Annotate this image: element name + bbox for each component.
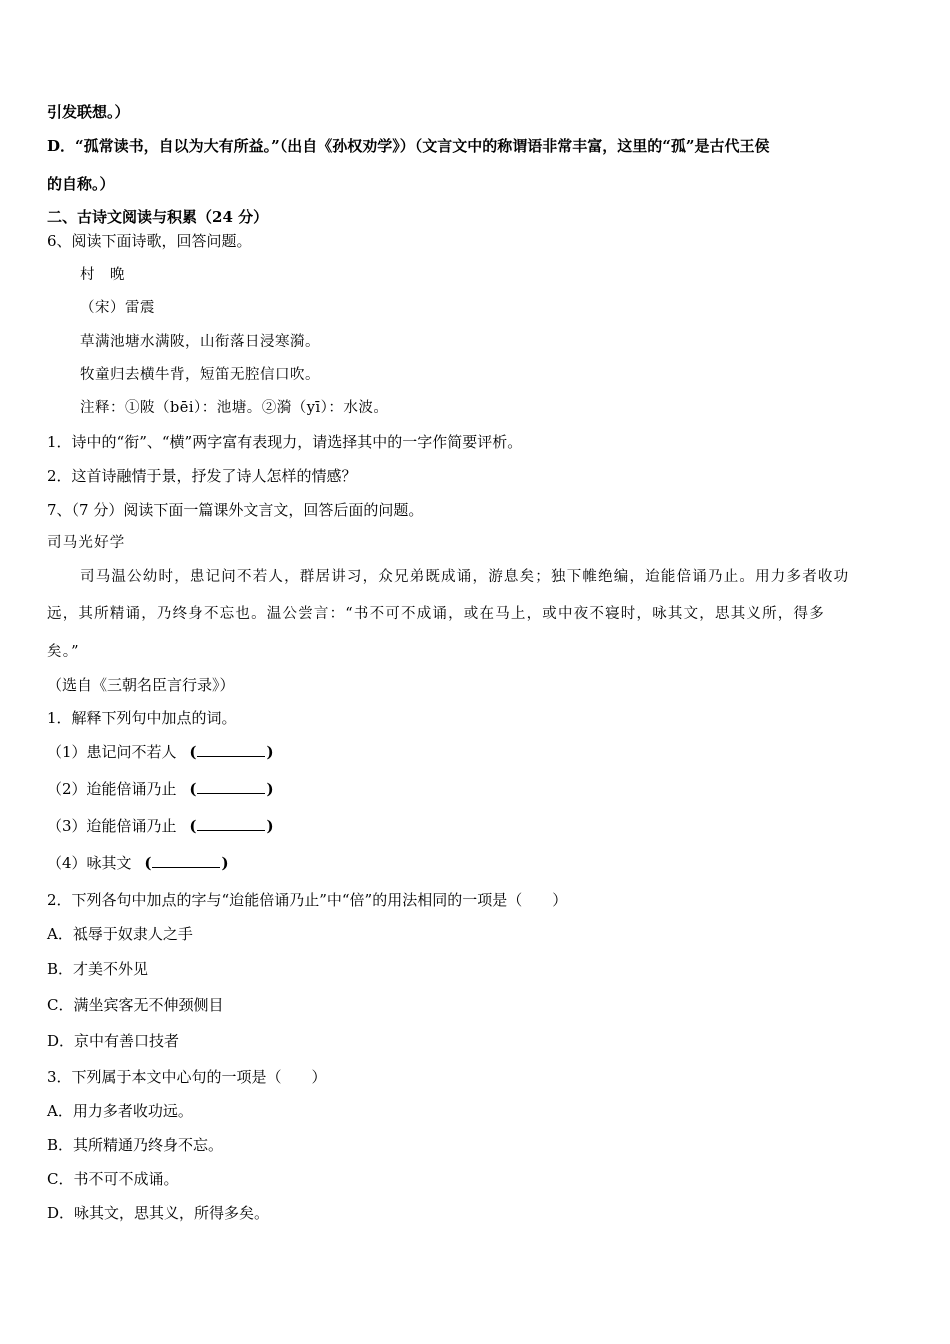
q7-sub3: 3．下列属于本文中心句的一项是（ ） (47, 1068, 327, 1086)
vocab-item-2: （2）迨能倍诵乃止 ( ) (47, 780, 274, 798)
passage-source: （选自《三朝名臣言行录》） (47, 676, 235, 694)
q7-sub3-option-c[interactable]: C．书不可不成诵。 (47, 1170, 179, 1188)
poem-note: 注释：①陂（bēi）：池塘。②漪（yī）：水波。 (80, 400, 389, 416)
poem-line-2: 牧童归去横牛背，短笛无腔信口吹。 (80, 367, 320, 383)
vocab-item-4: （4）咏其文 ( ) (47, 854, 229, 872)
q6-sub2: 2．这首诗融情于景，抒发了诗人怎样的情感？ (47, 467, 357, 485)
q7-sub2-option-c[interactable]: C．满坐宾客无不伸颈侧目 (47, 996, 224, 1014)
passage-line-2: 远，其所精诵，乃终身不忘也。温公尝言：“书不可不成诵，或在马上，或中夜不寝时，咏其文，思其义所，得多 (47, 606, 825, 622)
q6-sub1: 1．诗中的“衔”、“横”两字富有表现力，请选择其中的一字作简要评析。 (47, 433, 523, 451)
q7-sub3-option-b[interactable]: B．其所精通乃终身不忘。 (47, 1136, 224, 1154)
q7-sub3-option-d[interactable]: D．咏其文，思其义，所得多矣。 (47, 1204, 270, 1222)
answer-blank[interactable] (152, 853, 220, 868)
q7-sub2-option-b[interactable]: B．才美不外见 (47, 960, 149, 978)
passage-line-3: 矣。” (47, 644, 80, 660)
section-heading: 二、古诗文阅读与积累（24 分） (47, 208, 269, 226)
poem-title: 村 晚 (80, 267, 125, 283)
poem-author: （宋）雷震 (80, 300, 155, 316)
vocab-item-label: （4）咏其文 (47, 854, 132, 872)
answer-blank[interactable] (197, 816, 265, 831)
q7-sub3-option-a[interactable]: A．用力多者收功远。 (47, 1102, 193, 1120)
q7-prompt: 7、（7 分）阅读下面一篇课外文言文，回答后面的问题。 (47, 501, 424, 519)
q7-sub2: 2．下列各句中加点的字与“迨能倍诵乃止”中“倍”的用法相同的一项是（ ） (47, 891, 568, 909)
option-d-line1: D．“孤常读书，自以为大有所益。”（出自《孙权劝学》）（文言文中的称谓语非常丰富，这里的“孤”是古代王侯 (47, 137, 770, 155)
poem-line-1: 草满池塘水满陂，山衔落日浸寒漪。 (80, 334, 320, 350)
q7-sub2-option-a[interactable]: A．祗辱于奴隶人之手 (47, 925, 193, 943)
answer-blank[interactable] (197, 742, 265, 757)
passage-title: 司马光好学 (47, 535, 126, 551)
vocab-item-1: （1）患记问不若人 ( ) (47, 743, 274, 761)
passage-line-1: 司马温公幼时，患记问不若人，群居讲习，众兄弟既成诵，游息矣；独下帷绝编，迨能倍诵乃止。用力多者收功 (80, 569, 850, 585)
vocab-item-3: （3）迨能倍诵乃止 ( ) (47, 817, 274, 835)
vocab-item-label: （2）迨能倍诵乃止 (47, 780, 177, 798)
answer-blank[interactable] (197, 779, 265, 794)
q7-sub2-option-d[interactable]: D．京中有善口技者 (47, 1032, 180, 1050)
vocab-item-label: （1）患记问不若人 (47, 743, 177, 761)
q7-sub1: 1．解释下列句中加点的词。 (47, 709, 237, 727)
option-d-line2: 的自称。） (47, 175, 115, 193)
vocab-item-label: （3）迨能倍诵乃止 (47, 817, 177, 835)
q6-prompt: 6、阅读下面诗歌，回答问题。 (47, 232, 252, 250)
continued-note: 引发联想。） (47, 103, 130, 121)
